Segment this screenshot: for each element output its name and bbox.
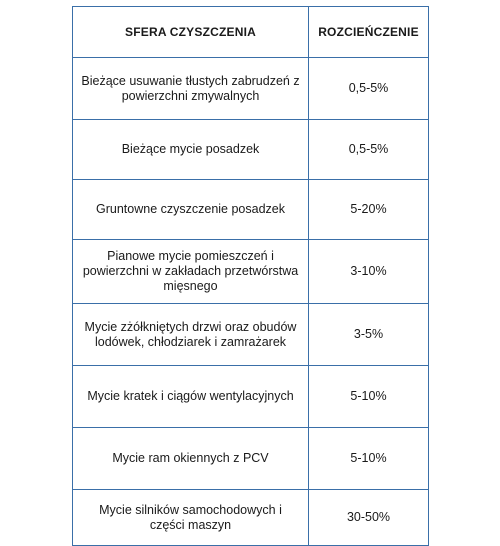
area-cell: Mycie kratek i ciągów wentylacyjnych (73, 366, 309, 428)
dilution-cell: 3-10% (309, 240, 429, 304)
table-row (73, 180, 429, 240)
table-row (73, 240, 429, 304)
area-cell: Pianowe mycie pomieszczeń i powierzchni w zakładach przetwórstwa mięsnego (73, 240, 309, 304)
dilution-cell: 30-50% (309, 490, 429, 546)
dilution-cell: 0,5-5% (309, 58, 429, 120)
dilution-cell: 5-20% (309, 180, 429, 240)
area-cell: Mycie silników samochodowych i części maszyn (73, 490, 309, 546)
area-cell: Gruntowne czyszczenie posadzek (73, 180, 309, 240)
table-row (73, 490, 429, 546)
dilution-cell: 0,5-5% (309, 120, 429, 180)
table-row (73, 428, 429, 490)
table-row (73, 120, 429, 180)
area-cell: Bieżące usuwanie tłustych zabrudzeń z powierzchni zmywalnych (73, 58, 309, 120)
header-row (73, 7, 429, 58)
dilution-table (72, 6, 429, 546)
area-cell: Bieżące mycie posadzek (73, 120, 309, 180)
dilution-cell: 3-5% (309, 304, 429, 366)
area-cell: Mycie ram okiennych z PCV (73, 428, 309, 490)
dilution-cell: 5-10% (309, 366, 429, 428)
dilution-cell: 5-10% (309, 428, 429, 490)
header-cleaning-area: SFERA CZYSZCZENIA (73, 7, 309, 58)
table-row (73, 304, 429, 366)
header-dilution: ROZCIEŃCZENIE (309, 7, 429, 58)
table-row (73, 366, 429, 428)
table-row (73, 58, 429, 120)
area-cell: Mycie zżółkniętych drzwi oraz obudów lodówek, chłodziarek i zamrażarek (73, 304, 309, 366)
